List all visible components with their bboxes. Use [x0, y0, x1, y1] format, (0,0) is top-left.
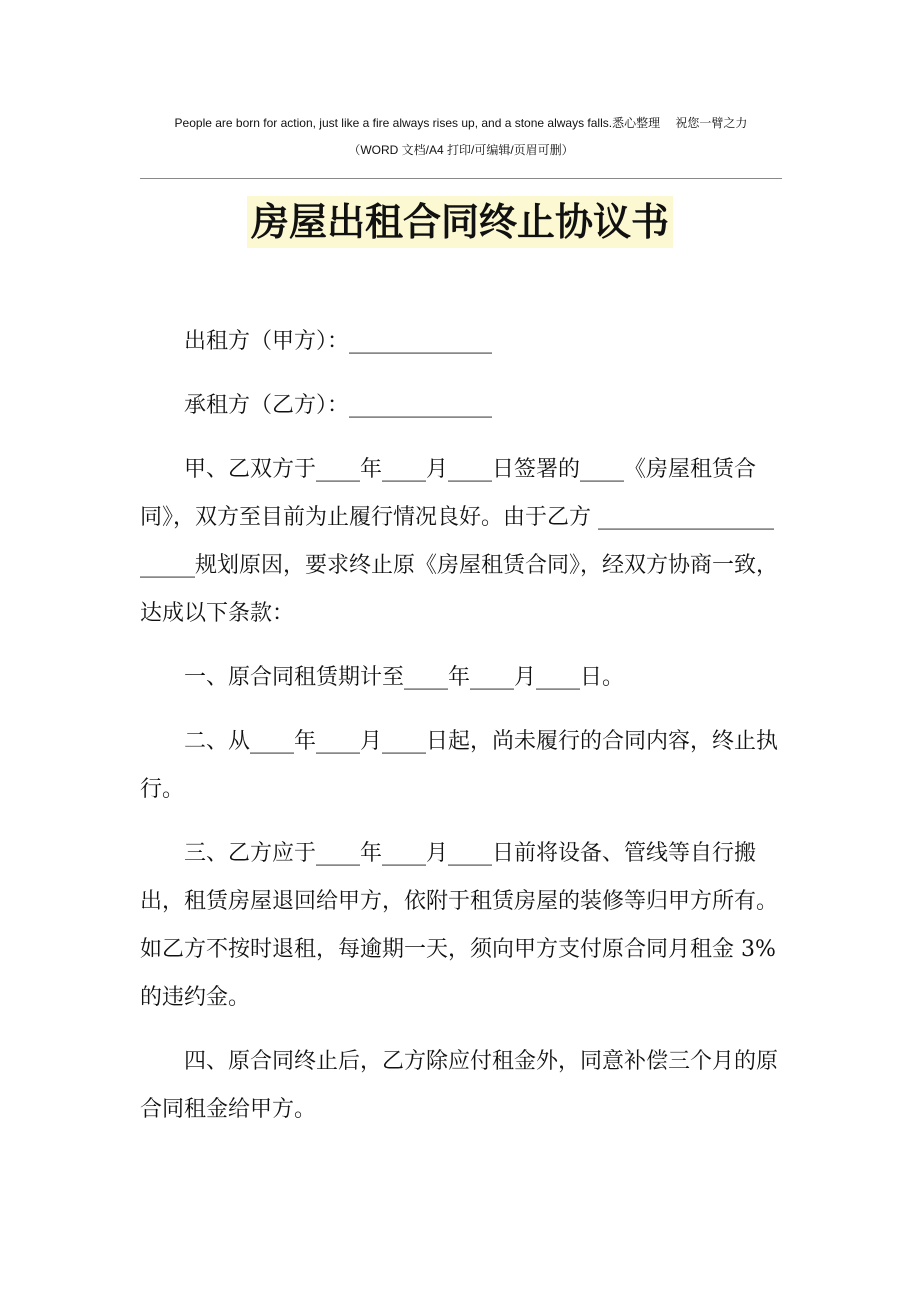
- clause-1: 一、原合同租赁期计至____年____月____日。: [184, 665, 625, 690]
- clause-4: 四、原合同终止后，乙方除应付租金外，同意补偿三个月的原合同租金给甲方。: [140, 1049, 779, 1122]
- lessee-line: 承租方（乙方）：_____________: [184, 393, 493, 418]
- clause-3: 三、乙方应于____年____月____日前将设备、管线等自行搬出，租赁房屋退回给甲方，依附于租赁房屋的装修等归甲方所有。如乙方不按时退租，每逾期一天，须向甲方支付原合同月租金 3%的违约金。: [140, 841, 779, 1010]
- header-tagline: People are born for action, just like a fire always rises up, and a stone always falls.悉心整理 祝您一臂之力: [174, 116, 748, 130]
- document-body: [140, 318, 780, 1150]
- document-title: 房屋出租合同终止协议书: [247, 196, 673, 248]
- page-header: [140, 114, 782, 159]
- lessor-line: 出租方（甲方）：_____________: [184, 329, 493, 354]
- clause-2: 二、从____年____月____日起，尚未履行的合同内容，终止执行。: [140, 729, 779, 802]
- header-divider: [140, 178, 782, 179]
- intro-paragraph: 甲、乙双方于____年____月____日签署的____《房屋租赁合同》，双方至目前为止履行情况良好。由于乙方 _____________________规划原因，要求终止原《房屋租赁合同》，经双方协商一致，达成以下条款：: [140, 457, 779, 626]
- header-subline: （WORD 文档/A4 打印/可编辑/页眉可删）: [348, 143, 574, 157]
- title-area: [0, 196, 920, 248]
